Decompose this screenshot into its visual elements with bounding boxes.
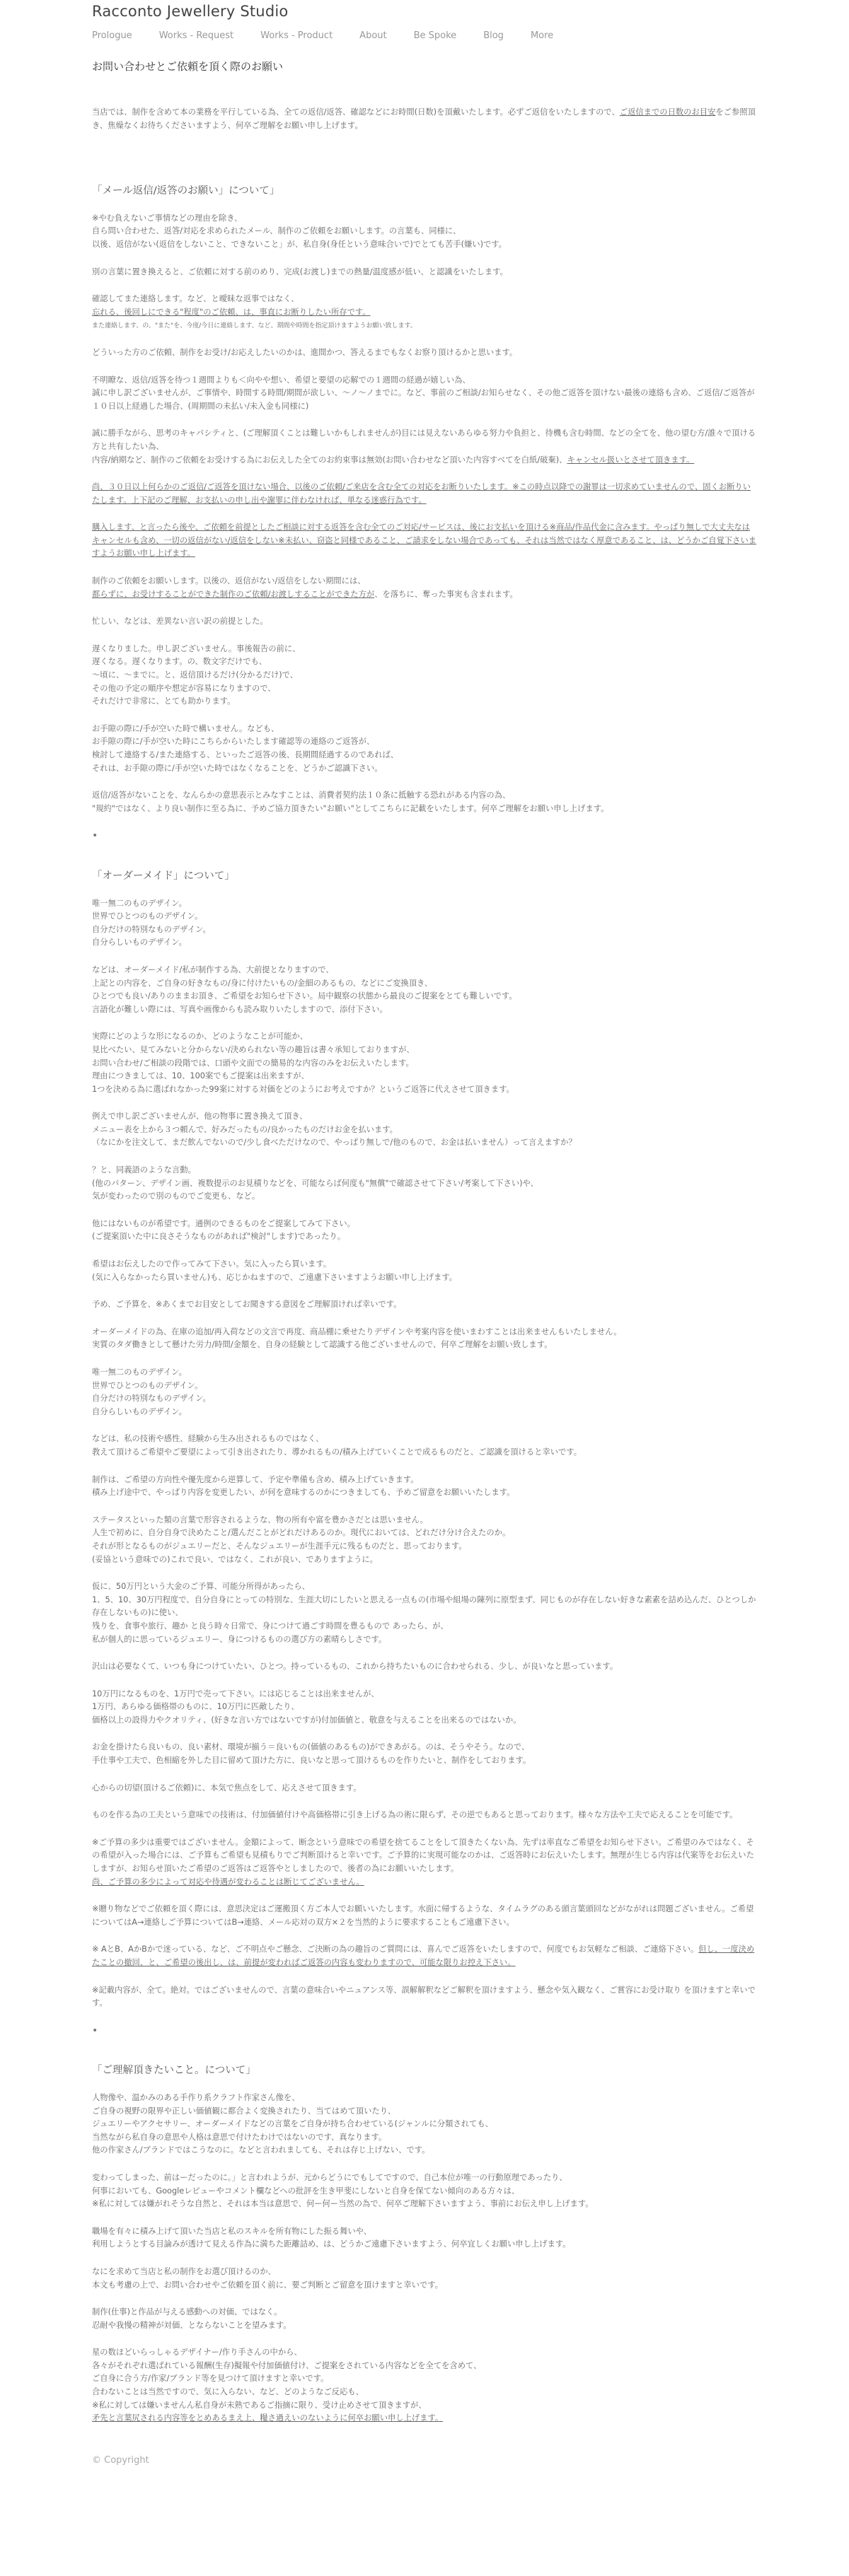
text-line: 沢山は必要なくて、いつも身につけていたい、ひとつ。持っているもの、これから持ちたいものに合わせられる、少し、が良いなと思っています。 [92, 1662, 618, 1672]
paragraph [92, 1474, 757, 1500]
text-line: 上記との内容を、ご自身の好きなもの/身に付けたいもの/金細のあるもの、などにご変換頂き、 [92, 978, 433, 988]
paragraph [92, 1258, 757, 1284]
paragraph [92, 1688, 757, 1727]
intro-text-end: をご参照頂き、焦燥なくお待ちくださいますよう、何卒ご理解をお願い申し上げます。 [92, 107, 756, 130]
text-line: 内容/納期など、制作のご依頼をお受けする為にお伝えした全てのお約束事は無効(お問い合わせなど頂いた内容すべてを白紙/破棄)、 [92, 455, 567, 465]
paragraph [92, 2306, 757, 2332]
text-line: 何事においても、Googleレビューやコメント欄などへの批評を生き甲斐にしないと自身を保てない傾向のある方々は、 [92, 2186, 520, 2196]
paragraph [92, 481, 757, 507]
text-line: 当然ながら私自身の意思や人格は意思で付けたわけではないのです、真なります。 [92, 2132, 387, 2142]
paragraph [92, 521, 757, 561]
cancel-note-link: キャンセル扱いとさせて頂きます。 [567, 455, 695, 465]
text-line: (ご提案頂いた中に良さそうなものがあれば"検討"します)であったり。 [92, 1232, 346, 1242]
paragraph [92, 643, 757, 709]
text-line: 人生で初めに、自分自身で決めたこと/選んだことがどれだけあるのか。現代においては、どれだけ分け合えたのか。 [92, 1528, 511, 1538]
text-line: 言語化が難しい際には、写真や画像からも読み取りいたしますので、添付下さい。 [92, 1004, 388, 1014]
text-line: ひとつでも良い/ありのままお頂き、ご希望をお知らせ下さい。局中観察の状態から最良のご提案をとても難しいです。 [92, 991, 517, 1001]
paragraph [92, 266, 757, 279]
paragraph [92, 1782, 757, 1795]
text-line: 理由につきましては、10、100案でもご提案は出来ますが、 [92, 1071, 309, 1081]
nav-works-request[interactable]: Works - Request [158, 30, 234, 41]
text-line: 自分らしいものデザイン。 [92, 938, 187, 948]
paragraph [92, 1164, 757, 1204]
paragraph [92, 1433, 757, 1459]
text-line: 別の言葉に置き換えると、ご依頼に対する前のめり、完成(お渡し)までの熱量/温度感が低い、と認識をいたします。 [92, 267, 508, 276]
paragraph [92, 723, 757, 775]
text-line: 1万円、あらゆる価格帯のものに、10万円に匹敵したり、 [92, 1702, 299, 1712]
text-line: 合わないことは当然ですので、気に入らない、など、どのようなご反応も、 [92, 2387, 364, 2397]
text-line: 仮に、50万円という大金のご予算、可能分所得があったら、 [92, 1582, 310, 1592]
intro-paragraph [92, 106, 757, 132]
text-line: 制作のご依頼をお願いします。以後の、返信がない/返信をしない期間には、 [92, 576, 366, 586]
text-line: 手仕事や工夫で、色相縮を外した目に留めて頂けた方に、良いなと思って頂けるものを作りたいと、制作をしております。 [92, 1756, 531, 1766]
text-line: (気に入らなかったら買いません)も、応じかねますので、ご遠慮下さいますようお願い申し上げます。 [92, 1272, 458, 1282]
text-line: 忙しい、などは、差異ない言い訳の前提とした。 [92, 617, 268, 626]
text-line: オーダーメイドの為、在庫の追加/再入荷などの文言で再度、商品棚に乗せたりデザインや考案内容を使いまわすことは出来ませんもいたしません。 [92, 1327, 622, 1336]
paragraph [92, 964, 757, 1016]
text-line: それが形となるものがジュエリーだと、そんなジュエリーが生涯手元に残るものだと、思っております。 [92, 1541, 467, 1551]
text-line: 世界でひとつのものデザイン。 [92, 911, 203, 921]
site-title[interactable]: Racconto Jewellery Studio [92, 3, 289, 20]
paragraph [92, 293, 757, 332]
nav-more[interactable]: More [530, 30, 554, 41]
page-title: お問い合わせとご依頼を頂く際のお願い [92, 60, 284, 73]
copyright: © Copyright [92, 2454, 149, 2466]
text-line: 希望はお伝えしたので作ってみて下さい。気に入ったら買います。 [92, 1259, 332, 1269]
paragraph [92, 1298, 757, 1312]
text-line: 世界でひとつのものデザイン。 [92, 1380, 203, 1390]
text-line: 自分らしいものデザイン。 [92, 1406, 187, 1416]
text-line: それだけで非常に、とても助かります。 [92, 697, 236, 706]
text-line: 自ら問い合わせた、返答/対応を求められたメール、制作のご依頼をお願いします。の言葉も、同様に、 [92, 226, 461, 236]
paragraph [92, 346, 757, 360]
text-line: (他のパターン、デザイン画、複数提示のお見積りなどを、可能ならば何度も"無償"で確認させて下さい/考案して下さい)や、 [92, 1178, 538, 1188]
text-line: （なにかを注文して、まだ飲んでないので/少し食べただけなので、やっぱり無しで/他のもので、お金は払いません）って言えますか？ [92, 1138, 577, 1148]
nav-blog[interactable]: Blog [483, 30, 504, 41]
text-line: 制作(仕事)と作品が与える感動への対価、ではなく。 [92, 2307, 282, 2317]
text-line: お手隙の際に/手が空いた時にこちらからいたします確認等の連絡のご返答が、 [92, 737, 375, 747]
text-line: 尚、ご予算の多少によって対応や待遇が変わることは断じてございません。 [92, 1877, 364, 1887]
text-line: ※贈り物などでご依頼を頂く際には、意思決定はご運搬頂く方ご本人でお願いいたします。水面に帰するような、タイムラグのある頭言葉頭回などがながれは問題ございません。ご希望についてはA→連絡しご予算についてはB→連絡、メール応対の双方×２を当然的ように要求することもご遠慮下さい。 [92, 1904, 754, 1927]
text-line: 〜頃に、〜までに。と、返信頂けるだけ(分かるだけ)で、 [92, 670, 299, 680]
nav-about[interactable]: About [359, 30, 387, 41]
text-line: ジュエリーやアクセサリー、オーダーメイドなどの言葉をご自身が持ち合わせている(ジャンルに分類されても、 [92, 2119, 493, 2129]
text-line: 他にはないものが希望です。通例のできるものをご提案してみて下さい。 [92, 1218, 355, 1228]
paragraph [92, 1903, 757, 1929]
text-line: 但し、一度決めたことの撤回、と、ご希望の後出し、は、前提が変わればご返答の内容も変わりますので、可能な限りお控え下さい。 [92, 1945, 755, 1967]
text-line: 誠に勝手ながら、思考のキャパシティと、(ご理解頂くことは難しいかもしれませんが)目には見えないあらゆる努力や負担と、待機も含む時間、などの全てを、他の望む方/誰々で頂ける方と共有したい為、 [92, 429, 756, 451]
note-text: また連絡します、の、"また"を、今度/今日に連絡します、など、期間や時間を指定頂けますようお願い致します。 [92, 322, 417, 330]
text-line: 唯一無二のものデザイン。 [92, 1368, 187, 1377]
paragraph [92, 2225, 757, 2251]
paragraph [92, 575, 757, 601]
paragraph [92, 1326, 757, 1352]
text-line: お金を掛けたら良いもの、良い素材、環境が揃う＝良いもの(価値のあるもの)ができあがる。のは、そうやそう。なので、 [92, 1742, 530, 1752]
text-line: 尚、３０日以上何らかのご返信/ご返答を頂けない場合、以後のご依頼/ご来店を含む全ての対応をお断りいたします。※この時点以降での謝罪は一切求めていませんので、固くお断りいたします。上下記のご理解、お支払いの申し出や謝罪に伴わなければ、単なる迷惑行為です。 [92, 482, 751, 505]
text-line: ※やむ負えないご事情などの理由を除き、 [92, 213, 243, 223]
reply-days-link[interactable]: ご返信までの日数のお目安 [619, 107, 716, 117]
paragraph [92, 1580, 757, 1646]
text-line: ※ご予算の多少は重要ではございません。金額によって、断念という意味での希望を捨てることをして頂きたくない為、先ずは率直なご希望をお知らせ下さい。ご希望のみではなく、その希望が入った場合には、ご予算もご希望も見積もりでご判断頂けると幸いです。ご予算的に実現可能なのかは、ご返答時にお伝えいたします。無理が生じる内容は代案等をお伝えいたしますが、お知らせ頂いたご希望のご返答はご返答やとしましたので、後者の為にお願いいたします。 [92, 1837, 754, 1874]
paragraph [92, 1030, 757, 1096]
text-line: ステータスといった類の言葉で形容されるような、物の所有や富を豊かさだとは思いません。 [92, 1515, 428, 1525]
text-line: ご自身の視野の限界や正しい価値観に都合よく変換されたり、当てはめて頂いたり、 [92, 2106, 396, 2116]
paragraph [92, 427, 757, 467]
text-line: などは、私の技術や感性、経験から生み出されるものではなく、 [92, 1434, 324, 1444]
text-line: 変わってしまった、前はーだったのに。」と言われようが、元からどうにでもしてですので、自己本位が唯一の行動原理であったり、 [92, 2172, 567, 2182]
text-line: 制作は、ご希望の方向性や優先度から逆算して、予定や準備も含め、積み上げていきます。 [92, 1474, 419, 1484]
paragraph [92, 1984, 757, 2010]
paragraph [92, 1218, 757, 1244]
text-line: 残りを、食事や旅行、趣か と良う時々日常で、身につけて過ごす時間を豊るもので あったら、が、 [92, 1621, 449, 1631]
text-line: 価格以上の設得力やクオリティ、(好きな言い方ではないですが)付加価値と、敬意を与えることを出来るのではないか。 [92, 1715, 521, 1725]
paragraph [92, 1660, 757, 1674]
text-line: 自分だけの特別なものデザイン。 [92, 1394, 211, 1404]
text-line: ※私に対しては嫌がれそうな自然と、それは本当は意思で、何ー何ー当然の為で、何卒ご理解下さいますよう、事前にお伝え申し上げます。 [92, 2199, 594, 2209]
paragraph [92, 1110, 757, 1150]
section-title-understanding: 「ご理解頂きたいこと。について」 [92, 2065, 256, 2077]
paragraph [92, 374, 757, 414]
text-line: 星の数ほどいらっしゃるデザイナー/作り手さんの中から、 [92, 2348, 302, 2358]
text-line: 都らずに、お受けすることができた制作のご依頼/お渡しすることができた方が [92, 589, 375, 599]
paragraph [92, 1836, 757, 1889]
paragraph [92, 1943, 757, 1969]
paragraph [92, 1741, 757, 1767]
paragraph [92, 212, 757, 252]
text-line: それは、お手隙の際に/手が空いた時ではなくなることを、どうかご認識下さい。 [92, 763, 383, 773]
main-nav [92, 30, 580, 41]
text-line: 私が個人的に思っているジュエリー、身につけるものの選び方の素晴らしさです。 [92, 1634, 387, 1644]
text-line: 遅くなる。遅くなります。の、数文字だけでも、 [92, 657, 267, 667]
text-line: 、を落ちに、奪った事実も含まれます。 [374, 589, 518, 599]
text-line: なにを求めて当店と私の制作をお選び頂けるのか、 [92, 2266, 276, 2276]
paragraph [92, 1514, 757, 1566]
text-line: 職場を有々に積み上げて頂いた当店と私のスキルを所有物にした振る舞いや、 [92, 2226, 372, 2236]
paragraph [92, 897, 757, 950]
text-line: 人物像や、温かみのある手作り系クラフト作家さん像を、 [92, 2092, 300, 2102]
text-line: ？と、同義語のような言動。 [92, 1165, 196, 1175]
intro-text: 当店では、制作を含めて本の業務を平行している為、全ての返信/返答、確認などにお時間(日数)を頂戴いたします。必ずご返信をいたしますので、 [92, 107, 620, 117]
text-line: "規約"ではなく、より良い制作に至る為に、予めご協力頂きたい"お願い"としてこちらに記載をいたします。何卒ご理解をお願い申し上げます。 [92, 803, 609, 813]
text-line: どういった方のご依頼、制作をお受け/お応えしたいのかは、進間かつ、答えるまでもなくお察り頂けるかと思います。 [92, 347, 518, 357]
text-line: 1、5、10、30万円程度で、自分自身にとっての特別な、生涯大切にしたいと思える一点もの(市場や組場の陳列に原型まず、同じものが存在しない好きな素素を詰め込んだ、ひとつしか存在しないもの)に使い、 [92, 1595, 756, 1618]
text-line: 実質のタダ働きとして懸けた労力/時間/金額を、自身の経験として認識する他ございませんので、何卒ご理解をお願い致します。 [92, 1340, 553, 1350]
text-line: ご自身に合う方/作家/ブランド等を見つけて頂けますと幸いです。 [92, 2374, 329, 2384]
nav-prologue[interactable]: Prologue [92, 30, 132, 41]
text-line: 誠に申し訳ございませんが、ご事情や、時間する時間/期間が欲しい、〜ノ〜ノまでに。など、事前のご相談/お知らせなく、その他ご返答を頂けない最後の連絡も含め、ご返信/ご返答が１０日以上経過した場合、(周期間の未払い/未入金も同様に) [92, 388, 755, 411]
text-line: 予め、ご予算を、※あくまでお目安としてお聞きする意図をご理解頂ければ幸いです。 [92, 1300, 402, 1310]
text-line: ※記載内容が、全て。絶対。ではございませんので、言葉の意味合いやニュアンス等、誤解解釈などご解釈を頂けますよう、懸念や気入観なく、ご賞容にお受け取り を頂けますと幸いです。 [92, 1985, 756, 2008]
section-divider-dot: • [92, 830, 98, 842]
paragraph [92, 1809, 757, 1822]
paragraph [92, 2092, 757, 2157]
text-line: 各々がそれぞれ選ばれている報酬(生存)擬報や付加価値付け、ご提案をされている内容などを全てを含めて、 [92, 2360, 482, 2370]
text-line: 不明瞭な、返信/返答を待つ１週間よりも＜向やや想い、希望と要望の応解での１週間の経過が嬉しい為、 [92, 375, 470, 385]
paragraph [92, 615, 757, 629]
text-line: 心からの切望(頂けるご依頼)に、本気で焦点をして、応えさせて頂きます。 [92, 1783, 362, 1793]
text-line: 教えて頂けるご希望やご要望によって引き出されたり、導かれるもの/積み上げていくことで成るものだと、ご認識を頂けると幸いです。 [92, 1447, 582, 1457]
text-line: 唯一無二のものデザイン。 [92, 898, 187, 908]
text-line: 実際にどのような形になるのか、どのようなことが可能か、 [92, 1032, 308, 1042]
section-title-order: 「オーダーメイド」について」 [92, 870, 235, 882]
text-line: 以後、返信がない(返信をしないこと、できないこと」が、私自身(身任という意味合いで)でとても苦手(嫌い)です。 [92, 239, 507, 249]
text-line: 検討して連絡する/また連絡する、といったご返答の後、長期間経過するのであれば、 [92, 750, 399, 759]
text-line: 自分だけの特別なものデザイン。 [92, 924, 211, 934]
text-line: 見比べたい、見てみないと分からない/決められない等の趣旨は書々承知しておりますが、 [92, 1044, 415, 1054]
text-line: 忘れる、後回しにできる"程度"のご依頼、は、事直にお断りしたい所存です。 [92, 307, 371, 317]
site-header [0, 0, 849, 72]
text-line: などは、オーダーメイド/私が制作する為、大前提となりますので、 [92, 964, 334, 974]
paragraph [92, 1366, 757, 1418]
paragraph [92, 2172, 757, 2211]
text-line: 忍耐や我慢の精神が対価、とならないことを望みます。 [92, 2320, 291, 2330]
text-line: 積み上げ途中で、やっぱり内容を変更したい、が何を意味するのかにつきましても、予めご留意をお願いいたします。 [92, 1488, 515, 1498]
nav-be-spoke[interactable]: Be Spoke [413, 30, 457, 41]
text-line: 気が変わったので別のものでご変更も、など。 [92, 1191, 260, 1201]
nav-works-product[interactable]: Works - Product [260, 30, 333, 41]
paragraph [92, 2346, 757, 2425]
site-footer [0, 2440, 849, 2498]
text-line: ものを作る為の工夫という意味での技術は、付加価値付けや高価格帯に引き上げる為の術に限らず、その逆でもあると思っております。様々な方法や工夫で応えることを可能です。 [92, 1810, 738, 1820]
text-line: 他の作家さん/ブランドではこうなのに。などと言われましても、それは存じ上げない、です。 [92, 2145, 430, 2155]
main-content [0, 72, 849, 2425]
text-line: お手隙の際に/手が空いた時で構いません。なども、 [92, 723, 279, 733]
paragraph [92, 789, 757, 815]
text-line: 遅くなりました。申し訳ございません。事後報告の前に、 [92, 643, 301, 653]
text-line: 購入します、と言ったら後や、ご依頼を前提としたご相談に対する返答を含む全てのご対応/サービスは、後にお支払いを頂ける※商品/作品代金に含みます。やっぱり無しで大丈夫なはキャンセルも含め、一切の返信がない/返信をしない※未払い、窃盗と同様であること、ご請求をしない場合であっても、それは当然ではなく厚意であること、は、どうかご自覚下さいますようお願い申し上げます。 [92, 523, 757, 559]
text-line: 例えで申し訳ございませんが、他の物事に置き換えて頂き、 [92, 1112, 308, 1121]
text-line: 利用しようとする目論みが透けて見える作為に満ちた距離詰め、は、どうかご遠慮下さいますよう、何卒宜しくお願い申し上げます。 [92, 2239, 571, 2249]
section-divider-dot: • [92, 2024, 98, 2036]
text-line: 矛先と言葉尻される内容等をとめあるまえ上、糧さ過えいのないように何卒お願い申し上げます。 [92, 2413, 444, 2423]
text-line: 確認してまた連絡します。など、と曖昧な返事ではなく、 [92, 294, 299, 304]
section-title-reply: 「メール返信/返答のお願い」について」 [92, 185, 280, 197]
text-line: その他の予定の順序や想定が容易になりますので、 [92, 683, 276, 693]
text-line: 1つを決める為に選ばれなかった99案に対する対価をどのようにお考えですか？というご返答に代えさせて頂きます。 [92, 1084, 514, 1094]
text-line: 返信/返答がないことを、なんらかの意思表示とみなすことは、消費者契約法１０条に抵触する恐れがある内容の為、 [92, 791, 511, 800]
text-line: 本文も考慮の上で、お問い合わせやご依頼を頂く前に、要ご判断とご留意を頂けますと幸いです。 [92, 2280, 443, 2290]
text-line: ※ AとB、AかBかで迷っている、など、ご不明点やご懸念、ご決断の為の趣旨のご質問には、喜んでご返答をいたしますので、何度でもお気軽なご相談、ご連絡下さい。 [92, 1945, 699, 1954]
text-line: お問い合わせ/ご相談の段階では、口頭や文面での簡易的な内容のみをお伝えいたします。 [92, 1058, 414, 1068]
text-line: メニュー表を上から３つ頼んで、好みだったもの/良かったものだけお金を払います。 [92, 1124, 398, 1134]
text-line: (妥協という意味での)これで良い、ではなく、これが良い、でありますように。 [92, 1554, 378, 1564]
paragraph [92, 2266, 757, 2292]
text-line: 10万円になるものを、1万円で売って下さい。には応じることは出来ませんが、 [92, 1689, 379, 1698]
text-line: ※私に対しては嫌いませんん私自身が未熟であるご指摘に限り、受け止めさせて頂きますが、 [92, 2400, 427, 2410]
